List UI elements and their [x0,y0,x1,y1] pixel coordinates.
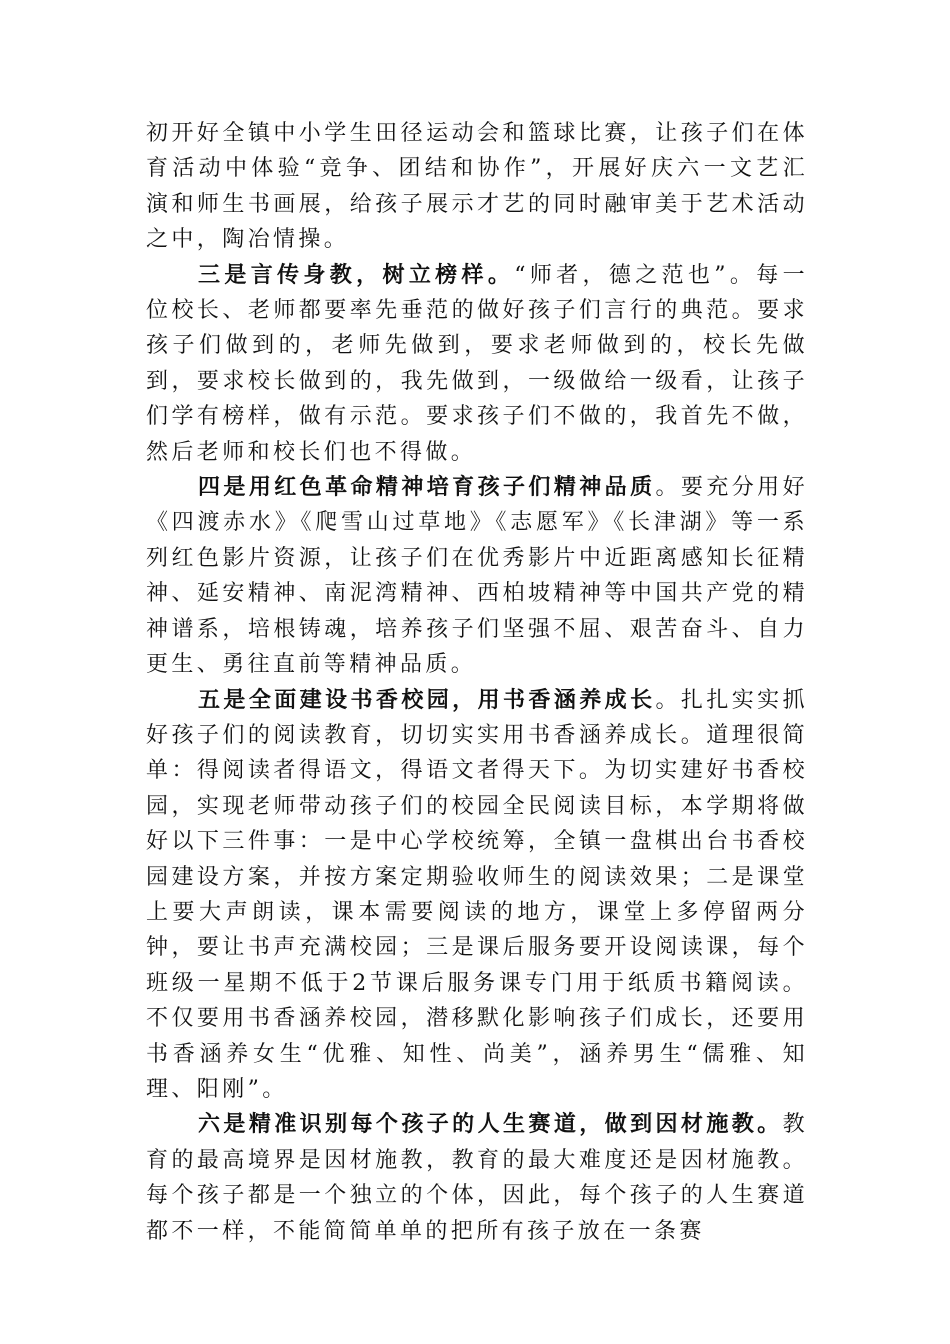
paragraph-4-text: 。扎扎实实抓好孩子们的阅读教育，切切实实用书香涵养成长。道理很简单：得阅读者得语文，得语文者得天下。为切实建好书香校园，实现老师带动孩子们的校园全民阅读目标，本学期将做好以下三件事：一是中心学校统筹，全镇一盘棋出台书香校园建设方案，并按方案定期验收师生的阅读效果；二是课堂上要大声朗读，课本需要阅读的地方，课堂上多停留两分钟，要让书声充满校园；三是课后服务要开设阅读课，每个班级一星期不低于2节课后服务课专门用于纸质书籍阅读。不仅要用书香涵养校园，潜移默化影响孩子们成长，还要用书香涵养女生“优雅、知性、尚美”，涵养男生“儒雅、知理、阳刚”。 [146,687,809,1102]
paragraph-2-text: “师者，德之范也”。每一位校长、老师都要率先垂范的做好孩子们言行的典范。要求孩子们做到的，老师先做到，要求老师做到的，校长先做到，要求校长做到的，我先做到，一级做给一级看，让孩子们学有榜样，做有示范。要求孩子们不做的，我首先不做，然后老师和校长们也不得做。 [146,262,808,465]
paragraph-5-text: 教育的最高境界是因材施教，教育的最大难度还是因材施教。每个孩子都是一个独立的个体，因此，每个孩子的人生赛道都不一样，不能简简单单的把所有孩子放在一条赛 [146,1112,808,1244]
document-page [146,116,808,1249]
paragraph-1-text: 初开好全镇中小学生田径运动会和篮球比赛，让孩子们在体育活动中体验“竞争、团结和协作”，开展好庆六一文艺汇演和师生书画展，给孩子展示才艺的同时融审美于艺术活动之中，陶冶情操。 [146,121,808,253]
paragraph-2-heading: 三是言传身教，树立榜样。 [198,261,515,288]
paragraph-2 [146,258,808,470]
paragraph-4-heading: 五是全面建设书香校园，用书香涵养成长 [198,686,656,713]
paragraph-5 [146,1107,808,1249]
paragraph-4 [146,683,808,1108]
paragraph-1 [146,116,808,258]
paragraph-5-heading: 六是精准识别每个孩子的人生赛道，做到因材施教。 [198,1111,783,1138]
paragraph-3-heading: 四是用红色革命精神培育孩子们精神品质 [198,474,656,501]
paragraph-3 [146,470,808,682]
paragraph-3-text: 。要充分用好《四渡赤水》《爬雪山过草地》《志愿军》《长津湖》等一系列红色影片资源，让孩子们在优秀影片中近距离感知长征精神、延安精神、南泥湾精神、西柏坡精神等中国共产党的精神谱系，培根铸魂，培养孩子们坚强不屈、艰苦奋斗、自力更生、勇往直前等精神品质。 [146,475,809,678]
